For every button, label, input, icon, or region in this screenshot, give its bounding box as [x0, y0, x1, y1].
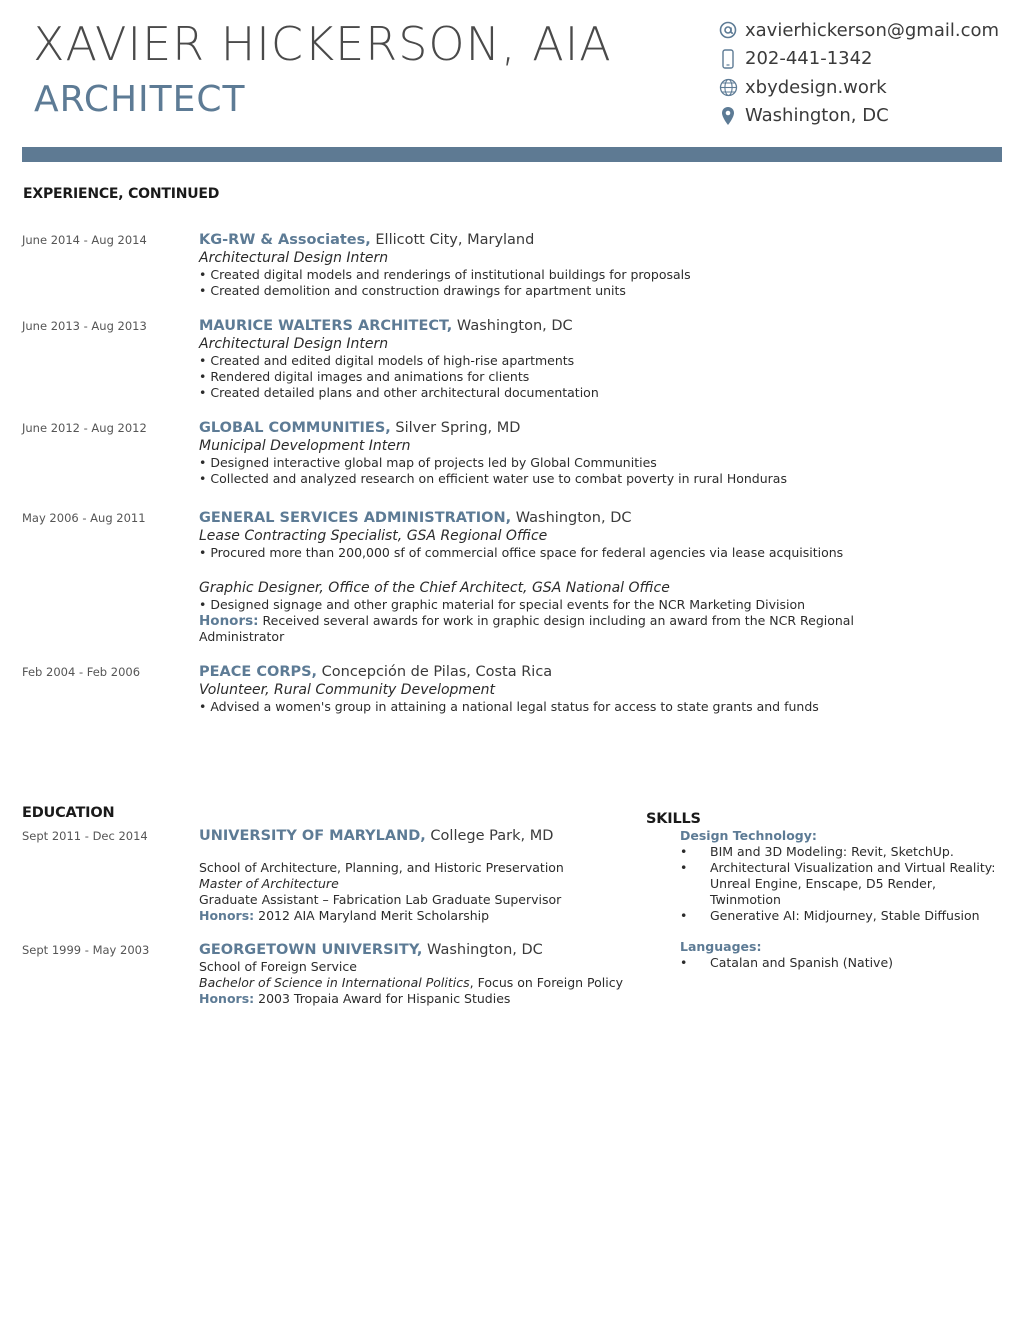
at-icon: [717, 19, 739, 41]
honors-label: Honors:: [199, 991, 255, 1006]
experience-heading: EXPERIENCE, CONTINUED: [23, 186, 220, 202]
language-text: Catalan and Spanish (Native): [710, 955, 894, 970]
resume-name: XAVIER HICKERSON, AIA: [33, 17, 612, 71]
entry-bullet: • Designed interactive global map of projects led by Global Communities: [199, 455, 657, 470]
entry-location: Washington, DC: [422, 942, 543, 958]
header-divider-bar: [22, 147, 1002, 162]
entry-bullet: • Created demolition and construction drawings for apartment units: [199, 283, 626, 298]
phone-icon: [717, 48, 739, 70]
design-technology-label: Design Technology:: [680, 828, 817, 843]
contact-location: [717, 102, 1017, 131]
entry-title: Volunteer, Rural Community Development: [199, 682, 496, 698]
entry-date: May 2006 - Aug 2011: [22, 511, 146, 525]
honors-text: 2012 AIA Maryland Merit Scholarship: [254, 908, 490, 923]
entry-bullet: • Created digital models and renderings of institutional buildings for proposals: [199, 267, 691, 282]
list-item: [680, 844, 1006, 860]
degree-suffix: , Focus on Foreign Policy: [469, 975, 624, 990]
entry-org: UNIVERSITY OF MARYLAND,: [199, 828, 426, 844]
entry-bullet: • Created detailed plans and other architectural documentation: [199, 385, 599, 400]
entry-date: Sept 2011 - Dec 2014: [22, 829, 148, 843]
entry-degree: [199, 975, 649, 991]
honors-text: 2003 Tropaia Award for Hispanic Studies: [254, 991, 511, 1006]
honors-label: Honors:: [199, 613, 259, 629]
contact-website[interactable]: [717, 73, 1017, 102]
entry-org: GLOBAL COMMUNITIES,: [199, 420, 391, 436]
entry-title: Lease Contracting Specialist, GSA Regional Office: [199, 528, 548, 544]
list-item: [680, 955, 1006, 971]
entry-bullet: • Created and edited digital models of high-rise apartments: [199, 353, 575, 368]
entry-title: Architectural Design Intern: [199, 336, 389, 352]
entry-location: Washington, DC: [511, 510, 632, 526]
entry-location: Washington, DC: [452, 318, 573, 334]
entry-org: PEACE CORPS,: [199, 664, 318, 680]
contact-email[interactable]: [717, 16, 1017, 45]
entry-bullet: • Advised a women's group in attaining a national legal status for access to state grants and funds: [199, 699, 819, 714]
entry-date: Feb 2004 - Feb 2006: [22, 665, 141, 679]
contact-phone[interactable]: [717, 45, 1017, 74]
entry-extra: Graduate Assistant – Fabrication Lab Graduate Supervisor: [199, 892, 562, 907]
skill-text: BIM and 3D Modeling: Revit, SketchUp.: [710, 844, 954, 859]
entry-org: MAURICE WALTERS ARCHITECT,: [199, 318, 453, 334]
entry-honors: [199, 908, 639, 924]
bullet-marker: •: [680, 955, 688, 970]
entry-school: School of Foreign Service: [199, 959, 357, 974]
entry-date: Sept 1999 - May 2003: [22, 943, 150, 957]
email-text: xavierhickerson@gmail.com: [745, 19, 1000, 41]
entry-location: College Park, MD: [425, 828, 554, 844]
skill-text: Generative AI: Midjourney, Stable Diffusion: [710, 908, 980, 923]
skill-text: Architectural Visualization and Virtual Reality: Unreal Engine, Enscape, D5 Render, Twinmotion: [710, 860, 996, 907]
degree-name: Bachelor of Science in International Politics: [199, 975, 470, 990]
education-heading: EDUCATION: [22, 805, 115, 821]
entry-honors: [199, 613, 889, 645]
entry-bullet: • Collected and analyzed research on efficient water use to combat poverty in rural Honduras: [199, 471, 787, 486]
location-text: Washington, DC: [745, 105, 889, 127]
entry-bullet: • Designed signage and other graphic material for special events for the NCR Marketing Division: [199, 597, 806, 612]
entry-honors: [199, 991, 649, 1007]
entry-bullet: • Rendered digital images and animations for clients: [199, 369, 530, 384]
entry-degree: Master of Architecture: [199, 876, 339, 891]
entry-org: GEORGETOWN UNIVERSITY,: [199, 942, 423, 958]
globe-icon: [717, 76, 739, 98]
design-technology-list: [680, 844, 1006, 924]
resume-role: ARCHITECT: [34, 79, 246, 120]
list-item: [680, 908, 1006, 924]
entry-title: Municipal Development Intern: [199, 438, 411, 454]
location-pin-icon: [717, 105, 739, 127]
entry-title-secondary: Graphic Designer, Office of the Chief Architect, GSA National Office: [199, 580, 670, 596]
phone-text: 202-441-1342: [745, 48, 873, 70]
list-item: [680, 860, 1006, 908]
contact-block: [717, 16, 1017, 130]
entry-date: June 2013 - Aug 2013: [22, 319, 147, 333]
entry-school: School of Architecture, Planning, and Historic Preservation: [199, 860, 564, 875]
entry-org: GENERAL SERVICES ADMINISTRATION,: [199, 510, 512, 526]
bullet-marker: •: [680, 908, 688, 923]
entry-location: Silver Spring, MD: [390, 420, 521, 436]
entry-org: KG-RW & Associates,: [199, 232, 371, 248]
skills-block: [646, 811, 1006, 971]
bullet-marker: •: [680, 860, 688, 875]
entry-title: Architectural Design Intern: [199, 250, 389, 266]
skills-heading: SKILLS: [646, 811, 701, 827]
entry-date: June 2014 - Aug 2014: [22, 233, 147, 247]
languages-list: [680, 955, 1006, 971]
bullet-marker: •: [680, 844, 688, 859]
website-text: xbydesign.work: [745, 76, 887, 98]
honors-label: Honors:: [199, 908, 255, 923]
languages-label: Languages:: [680, 939, 762, 954]
entry-location: Concepción de Pilas, Costa Rica: [317, 664, 553, 680]
honors-text: Received several awards for work in graphic design including an award from the NCR Regional Administrator: [199, 613, 854, 644]
entry-bullet: • Procured more than 200,000 sf of commercial office space for federal agencies via lease acquisitions: [199, 545, 844, 560]
entry-date: June 2012 - Aug 2012: [22, 421, 147, 435]
entry-location: Ellicott City, Maryland: [370, 232, 535, 248]
